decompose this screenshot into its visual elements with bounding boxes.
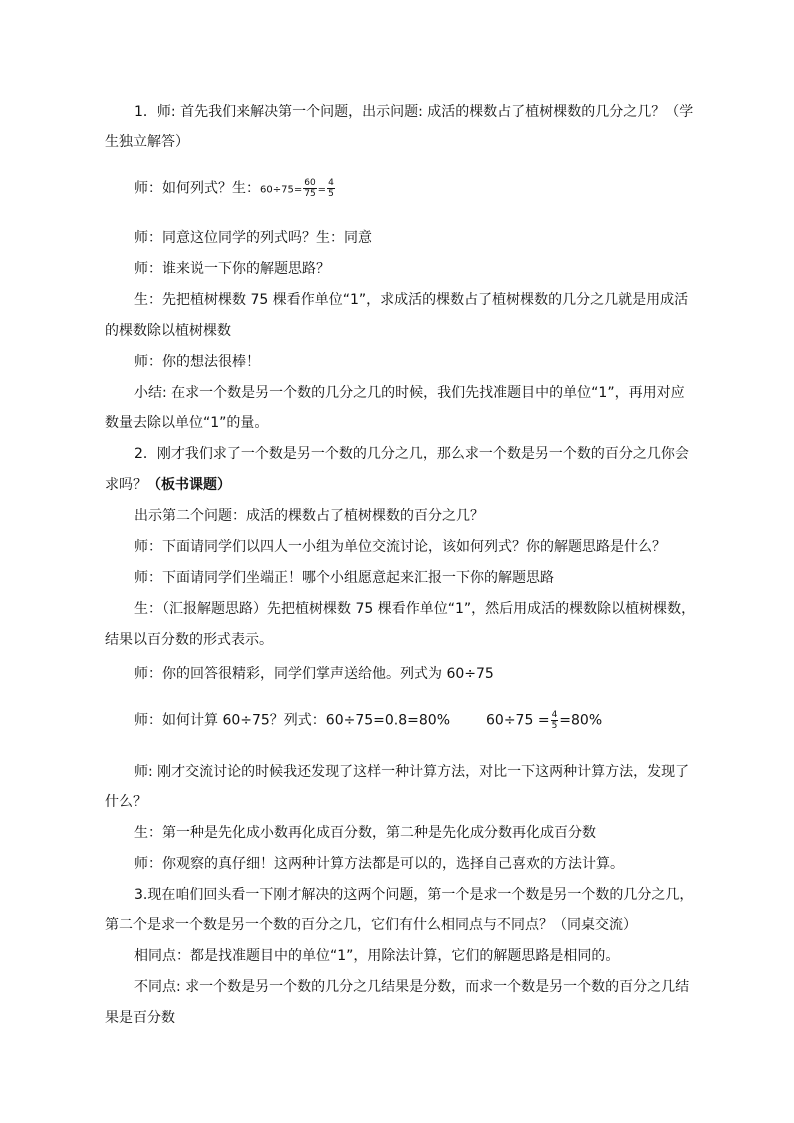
formula-line [134,178,734,201]
paragraph-line: 数量去除以单位“1”的量。 [105,415,269,431]
formula-expression: 60÷75= [260,184,303,196]
fraction [303,178,316,199]
paragraph-line: 什么？ [105,794,147,810]
paragraph-line: 不同点: 求一个数是另一个数的几分之几结果是分数，而求一个数是另一个数的百分之几结 [134,979,690,995]
formula-prefix: 师：如何列式？生： [134,180,260,197]
paragraph-line: 师：下面请同学们以四人一小组为单位交流讨论，该如何列式？你的解题思路是什么？ [134,539,666,555]
paragraph-line [105,475,705,495]
calculation-method-one: 师：如何计算 60÷75？列式：60÷75=0.8=80% [134,712,451,729]
calculation-result: =80% [559,712,603,729]
paragraph-line: 相同点：都是找准题目中的单位“1”，用除法计算，它们的解题思路是相同的。 [134,948,620,964]
paragraph-line: 生：第一种是先化成小数再化成百分数，第二种是先化成分数再化成百分数 [134,825,596,841]
paragraph-line: 的棵数除以植树棵数 [105,323,231,339]
paragraph-line: 结果以百分数的形式表示。 [105,632,273,648]
fraction-denominator: 5 [551,721,558,731]
paragraph-line: 1．师: 首先我们来解决第一个问题，出示问题: 成活的棵数占了植树棵数的几分之几？（学 [134,104,694,120]
paragraph-line: 果是百分数 [105,1010,175,1026]
paragraph-line: 3.现在咱们回头看一下刚才解决的这两个问题，第一个是求一个数是另一个数的几分之几， [134,887,694,903]
fraction-denominator: 75 [304,189,316,199]
paragraph-line: 生独立解答） [105,134,189,150]
paragraph-line: 师：同意这位同学的列式吗？生：同意 [134,230,372,246]
calculation-method-two: 60÷75 = [486,712,550,729]
paragraph-line: 师：你观察的真仔细！这两种计算方法都是可以的，选择自己喜欢的方法计算。 [134,856,624,872]
paragraph-line: 师：谁来说一下你的解题思路？ [134,261,330,277]
paragraph-line: 2．刚才我们求了一个数是另一个数的几分之几，那么求一个数是另一个数的百分之几你会 [134,446,689,462]
paragraph-line: 师：下面请同学们坐端正！哪个小组愿意起来汇报一下你的解题思路 [134,570,554,586]
calculation-line [134,710,734,731]
paragraph-line: 生：（汇报解题思路）先把植树棵数 75 棵看作单位“1”，然后用成活的棵数除以植树棵数， [134,601,696,617]
fraction-denominator: 5 [328,189,334,199]
paragraph-line: 师：你的回答很精彩，同学们掌声送给他。列式为 60÷75 [134,666,494,682]
fraction-numerator: 4 [551,710,558,720]
fraction-numerator: 4 [328,178,334,188]
paragraph-line: 生：先把植树棵数 75 棵看作单位“1”，求成活的棵数占了植树棵数的几分之几就是用成活 [134,292,689,308]
fraction [551,710,559,731]
fraction [327,178,335,199]
board-title-note: （板书课题） [147,477,231,493]
paragraph-line: 第二个是求一个数是另一个数的百分之几，它们有什么相同点与不同点？（同桌交流） [105,917,637,933]
question-text: 求吗？ [105,477,147,493]
paragraph-line: 出示第二个问题：成活的棵数占了植树棵数的百分之几？ [134,508,484,524]
paragraph-line: 小结: 在求一个数是另一个数的几分之几的时候，我们先找准题目中的单位“1”，再用对应 [134,385,685,401]
fraction-numerator: 60 [304,178,316,188]
equals-sign: = [317,184,327,196]
paragraph-line: 师: 刚才交流讨论的时候我还发现了这样一种计算方法，对比一下这两种计算方法，发现了 [134,764,690,780]
paragraph-line: 师：你的想法很棒！ [134,354,260,370]
